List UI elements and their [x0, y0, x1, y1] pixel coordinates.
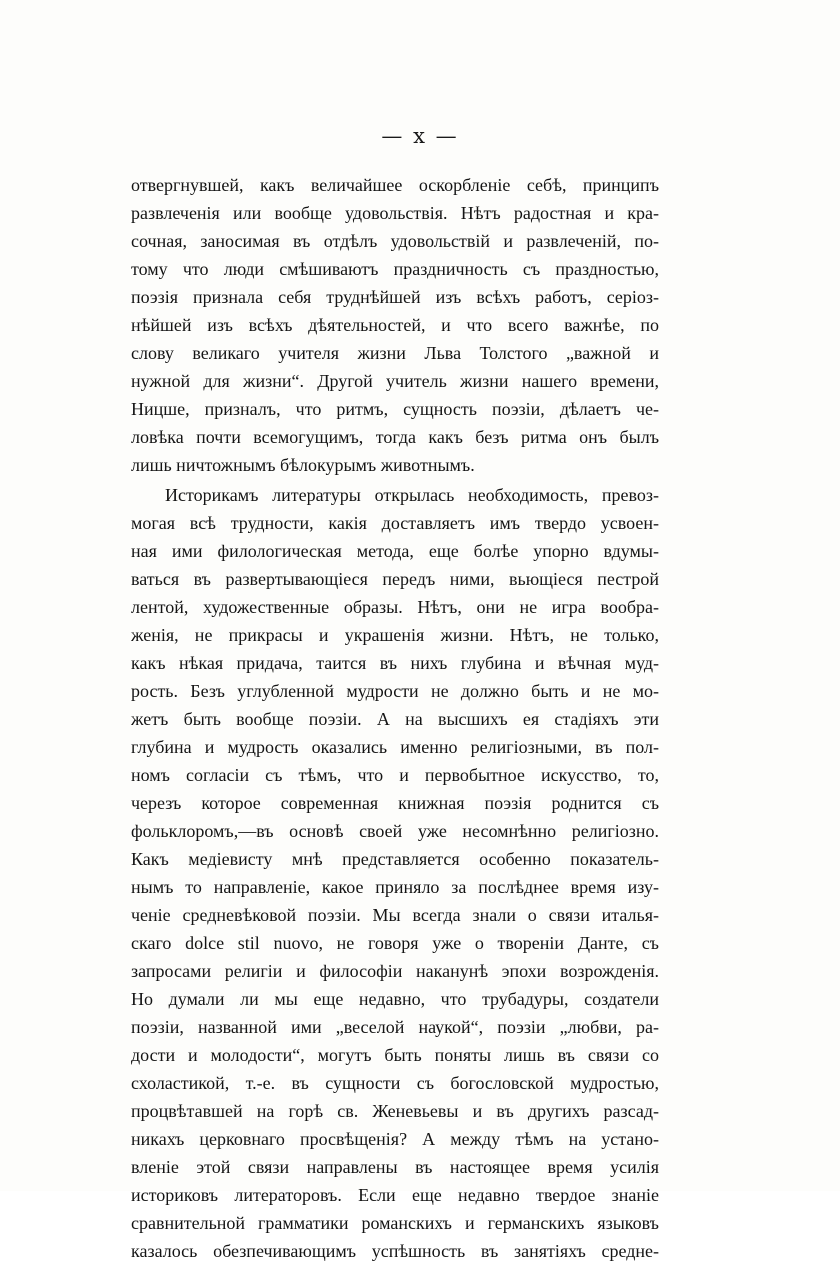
text-line: развлеченія или вообще удовольствія. Нѣтъ радостная и кра-: [131, 203, 659, 223]
text-line: Ницше, призналъ, что ритмъ, сущность поэзіи, дѣлаетъ че-: [131, 399, 659, 419]
text-line: Но думали ли мы еще недавно, что трубадуры, создатели: [131, 989, 659, 1009]
text-line: скаго dolce stil nuovo, не говоря уже о твореніи Данте, съ: [131, 933, 659, 953]
text-line: ная ими филологическая метода, еще болѣе упорно вдумы-: [131, 541, 659, 561]
text-line: ловѣка почти всемогущимъ, тогда какъ безъ ритма онъ былъ: [131, 427, 659, 447]
text-line: черезъ которое современная книжная поэзія роднится съ: [131, 793, 659, 813]
text-line: какъ нѣкая придача, таится въ нихъ глубина и вѣчная муд-: [131, 653, 659, 673]
text-line: лентой, художественные образы. Нѣтъ, они не игра вообра-: [131, 597, 659, 617]
text-line: историковъ литераторовъ. Если еще недавно твердое знаніе: [131, 1185, 659, 1205]
text-line: никахъ церковнаго просвѣщенія? А между тѣмъ на устано-: [131, 1129, 659, 1149]
paragraph-1: [131, 171, 659, 479]
page-number-header: — x —: [381, 124, 459, 148]
text-line: фольклоромъ,—въ основѣ своей уже несомнѣнно религіозно.: [131, 821, 659, 841]
text-line: процвѣтавшей на горѣ св. Женевьевы и въ другихъ разсад-: [131, 1101, 659, 1121]
text-line: рость. Безъ углубленной мудрости не должно быть и не мо-: [131, 681, 659, 701]
text-line: поэзіи, названной ими „веселой наукой“, поэзіи „любви, ра-: [131, 1017, 659, 1037]
text-line: поэзія признала себя труднѣйшей изъ всѣхъ работъ, серіоз-: [131, 287, 659, 307]
paragraph-2: [131, 481, 659, 1265]
text-line: женія, не прикрасы и украшенія жизни. Нѣтъ, не только,: [131, 625, 659, 645]
text-line: глубина и мудрость оказались именно религіозными, въ пол-: [131, 737, 659, 757]
text-line: дости и молодости“, могутъ быть поняты лишь въ связи со: [131, 1045, 659, 1065]
text-line: сочная, заносимая въ отдѣлъ удовольствій и развлеченій, по-: [131, 231, 659, 251]
text-line: отвергнувшей, какъ величайшее оскорбленіе себѣ, принципъ: [131, 175, 659, 195]
body-text: [131, 171, 659, 1265]
text-line: казалось обезпечивающимъ успѣшность въ занятіяхъ средне-: [131, 1241, 659, 1261]
text-line: жетъ быть вообще поэзіи. А на высшихъ ея стадіяхъ эти: [131, 709, 659, 729]
text-line: могая всѣ трудности, какія доставляетъ имъ твердо усвоен-: [131, 513, 659, 533]
text-line: нымъ то направленіе, какое приняло за послѣднее время изу-: [131, 877, 659, 897]
text-line: нужной для жизни“. Другой учитель жизни нашего времени,: [131, 371, 659, 391]
text-line: Какъ медіевисту мнѣ представляется особенно показатель-: [131, 849, 659, 869]
text-line: слову великаго учителя жизни Льва Толстого „важной и: [131, 343, 659, 363]
text-line: ченіе средневѣковой поэзіи. Мы всегда знали о связи италья-: [131, 905, 659, 925]
text-line: нѣйшей изъ всѣхъ дѣятельностей, и что всего важнѣе, по: [131, 315, 659, 335]
text-line: запросами религіи и философіи наканунѣ эпохи возрожденія.: [131, 961, 659, 981]
text-line: вленіе этой связи направлены въ настоящее время усилія: [131, 1157, 659, 1177]
text-line: сравнительной грамматики романскихъ и германскихъ языковъ: [131, 1213, 659, 1233]
text-line: ваться въ развертывающіеся передъ ними, вьющіеся пестрой: [131, 569, 659, 589]
text-line: лишь ничтожнымъ бѣлокурымъ животнымъ.: [131, 455, 475, 475]
text-line: номъ согласіи съ тѣмъ, что и первобытное искусство, то,: [131, 765, 659, 785]
text-line: тому что люди смѣшиваютъ праздничность съ праздностью,: [131, 259, 659, 279]
text-line: схоластикой, т.-е. въ сущности съ богословской мудростью,: [131, 1073, 659, 1093]
text-line: Историкамъ литературы открылась необходимость, превоз-: [165, 485, 659, 505]
